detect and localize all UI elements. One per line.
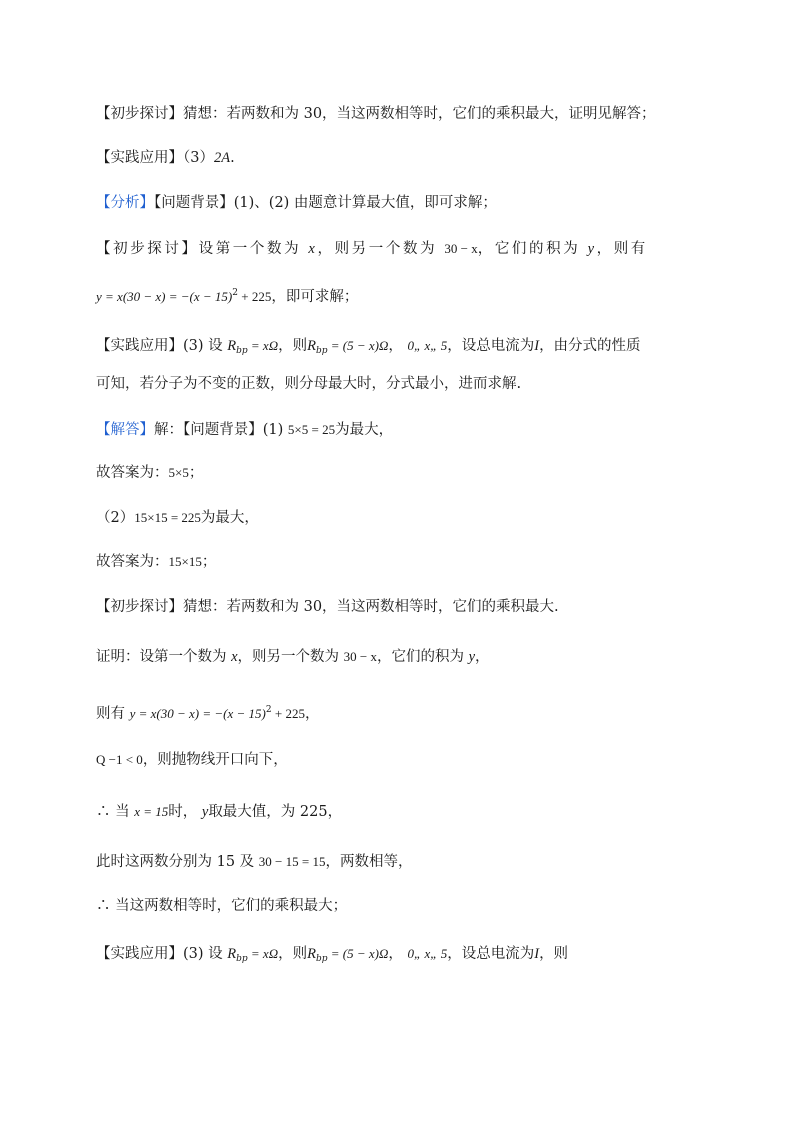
proof-start-line: 证明：设第一个数为 x，则另一个数为 30 − x，它们的积为 y，	[96, 649, 490, 665]
analysis-exploration-line: 【初步探讨】设第一个数为 x，则另一个数为 30 − x，它们的积为 y，则有	[96, 241, 648, 257]
proof-parabola-line: Q −1 < 0，则抛物线开口向下，	[96, 752, 288, 768]
analysis-line: 【分析】【问题背景】(1)、(2) 由题意计算最大值，即可求解；	[96, 195, 497, 211]
proof-equal-line: 此时这两数分别为 15 及 30 − 15 = 15，两数相等，	[96, 854, 413, 870]
solution-line: 【解答】解：【问题背景】(1) 5×5 = 25为最大，	[96, 422, 394, 438]
practice-answer-line: 【实践应用】（3）2A.	[96, 150, 235, 166]
answer-1-line: 故答案为：5×5；	[96, 465, 204, 481]
solution-conjecture-line: 【初步探讨】猜想：若两数和为 30，当这两数相等时，它们的乘积最大.	[96, 599, 559, 615]
solution-practice-line: 【实践应用】(3) 设 $R_{bp} = x\Omega$，则$R_{bp} = (5 - x)\Omega$， 0„ x„ 5，设总电流为I，则	[96, 946, 569, 964]
proof-max-line: ∴ 当 x = 15时， y取最大值，为 225，	[96, 804, 343, 820]
solution-tag: 【解答】	[96, 422, 154, 438]
exploration-conjecture-line: 【初步探讨】猜想：若两数和为 30，当这两数相等时，它们的乘积最大，证明见解答；	[96, 106, 656, 122]
analysis-practice-line: 【实践应用】(3) 设 $R_{bp} = x\Omega$，则$R_{bp} = (5 - x)\Omega$， 0„ x„ 5，设总电流为I，由分式的性质	[96, 338, 641, 356]
proof-formula-line: 则有 $y = x(30 - x) = -(x - 15)^2 + 225$，	[96, 705, 320, 722]
analysis-formula-line: $y = x(30 - x) = -(x - 15)^2 + 225$，即可求解；	[96, 288, 359, 305]
answer-2-line: 故答案为：15×15；	[96, 554, 217, 570]
analysis-tag: 【分析】	[96, 195, 154, 211]
part-2-line: （2）15×15 = 225为最大，	[96, 510, 259, 526]
analysis-fraction-line: 可知，若分子为不变的正数，则分母最大时，分式最小，进而求解.	[96, 376, 522, 392]
proof-conclusion-line: ∴ 当这两数相等时，它们的乘积最大；	[96, 898, 348, 914]
